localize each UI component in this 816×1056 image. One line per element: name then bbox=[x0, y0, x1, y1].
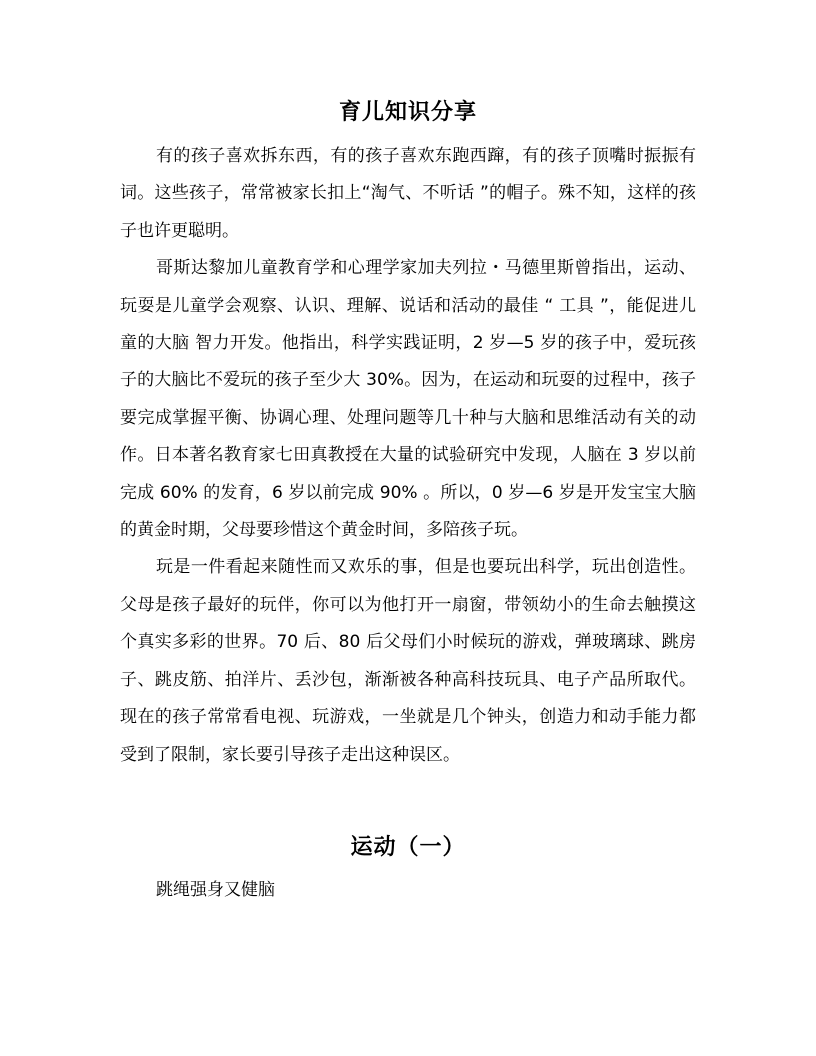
section-body bbox=[120, 872, 696, 909]
section-heading: 运动（一） bbox=[350, 834, 466, 860]
document-body bbox=[120, 138, 696, 774]
body-paragraph-2: 哥斯达黎加儿童教育学和心理学家加夫列拉・马德里斯曾指出，运动、玩耍是儿童学会观察、认识、理解、说话和活动的最佳 “ 工具 ”，能促进儿童的大脑 智力开发。他指出，科学实践证明，2 岁—5 岁的孩子中，爱玩孩子的大脑比不爱玩的孩子至少大 30%。因为，在运动和玩耍的过程中，孩子要完成掌握平衡、协调心理、处理问题等几十种与大脑和思维活动有关的动作。日本著名教育家七田真教授在大量的试验研究中发现，人脑在 3 岁以前完成 60% 的发育，6 岁以前完成 90% 。所以，0 岁—6 岁是开发宝宝大脑的黄金时期，父母要珍惜这个黄金时间，多陪孩子玩。 bbox=[120, 258, 696, 541]
section-paragraph-1: 跳绳强身又健脑 bbox=[156, 880, 275, 900]
document-title: 育儿知识分享 bbox=[338, 99, 477, 125]
body-paragraph-1: 有的孩子喜欢拆东西，有的孩子喜欢东跑西蹿，有的孩子顶嘴时振振有词。这些孩子，常常被家长扣上“淘气、不听话 ”的帽子。殊不知，这样的孩子也许更聪明。 bbox=[120, 146, 696, 241]
body-paragraph-3: 玩是一件看起来随性而又欢乐的事，但是也要玩出科学，玩出创造性。父母是孩子最好的玩伴，你可以为他打开一扇窗，带领幼小的生命去触摸这个真实多彩的世界。70 后、80 后父母们小时候玩的游戏，弹玻璃球、跳房子、跳皮筋、拍洋片、丢沙包，渐渐被各种高科技玩具、电子产品所取代。现在的孩子常常看电视、玩游戏，一坐就是几个钟头，创造力和动手能力都受到了限制，家长要引导孩子走出这种误区。 bbox=[120, 557, 696, 765]
